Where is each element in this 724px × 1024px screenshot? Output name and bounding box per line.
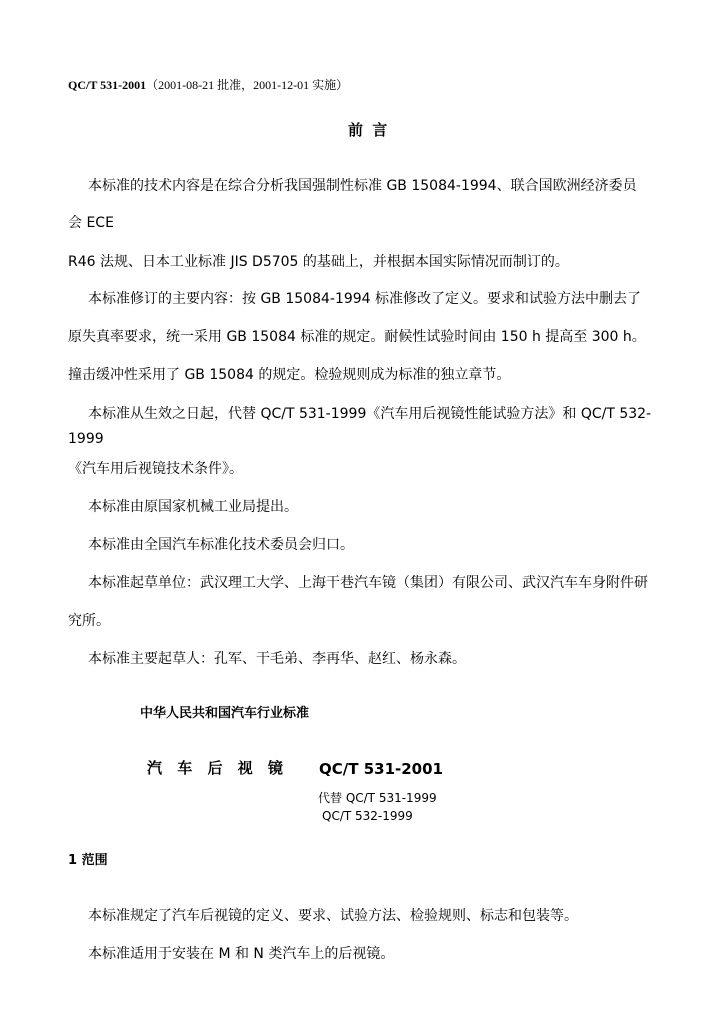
preface-paragraph-1-line-2: 会 ECE (68, 215, 114, 231)
header-line (68, 77, 348, 93)
preface-paragraph-6-line-1: 本标准起草单位：武汉理工大学、上海干巷汽车镜（集团）有限公司、武汉汽车车身附件研 (88, 575, 648, 591)
approval-dates: （2001-08-21 批准，2001-12-01 实施） (146, 78, 349, 92)
preface-paragraph-3-line-2: 1999 (68, 431, 104, 447)
preface-title: 前 言 (348, 121, 390, 139)
replaces-line-1: 代替 QC/T 531-1999 (318, 791, 437, 805)
preface-paragraph-2-line-1: 本标准修订的主要内容：按 GB 15084-1994 标准修改了定义。要求和试验方法中删去了 (88, 291, 642, 307)
standard-code: QC/T 531-2001 (68, 78, 147, 92)
issuing-organization: 中华人民共和国汽车行业标准 (140, 706, 310, 721)
preface-paragraph-5: 本标准由全国汽车标准化技术委员会归口。 (88, 537, 354, 553)
section-1-paragraph-2: 本标准适用于安装在 M 和 N 类汽车上的后视镜。 (88, 946, 395, 962)
section-1-paragraph-1: 本标准规定了汽车后视镜的定义、要求、试验方法、检验规则、标志和包装等。 (88, 908, 578, 924)
preface-paragraph-1-line-3: R46 法规、日本工业标准 JIS D5705 的基础上，并根据本国实际情况而制订的。 (68, 254, 569, 270)
preface-paragraph-7: 本标准主要起草人：孔军、干毛弟、李再华、赵红、杨永森。 (88, 651, 466, 667)
preface-paragraph-4: 本标准由原国家机械工业局提出。 (88, 499, 298, 515)
section-1-heading: 1 范围 (68, 853, 108, 868)
preface-paragraph-1-line-1: 本标准的技术内容是在综合分析我国强制性标准 GB 15084-1994、联合国欧洲经济委员 (88, 178, 637, 194)
preface-paragraph-2-line-2: 原失真率要求，统一采用 GB 15084 标准的规定。耐候性试验时间由 150 h 提高至 300 h。 (68, 329, 646, 345)
preface-paragraph-3-line-3: 《汽车用后视镜技术条件》。 (68, 461, 243, 477)
preface-paragraph-6-line-2: 究所。 (68, 613, 110, 629)
preface-paragraph-2-line-3: 撞击缓冲性采用了 GB 15084 的规定。检验规则成为标准的独立章节。 (68, 367, 511, 383)
replaces-line-2: QC/T 532-1999 (322, 809, 413, 823)
preface-paragraph-3-line-1: 本标准从生效之日起，代替 QC/T 531-1999《汽车用后视镜性能试验方法》和 QC/T 532- (88, 406, 652, 422)
standard-name: 汽 车 后 视 镜 (147, 759, 288, 777)
standard-number: QC/T 531-2001 (319, 760, 443, 778)
